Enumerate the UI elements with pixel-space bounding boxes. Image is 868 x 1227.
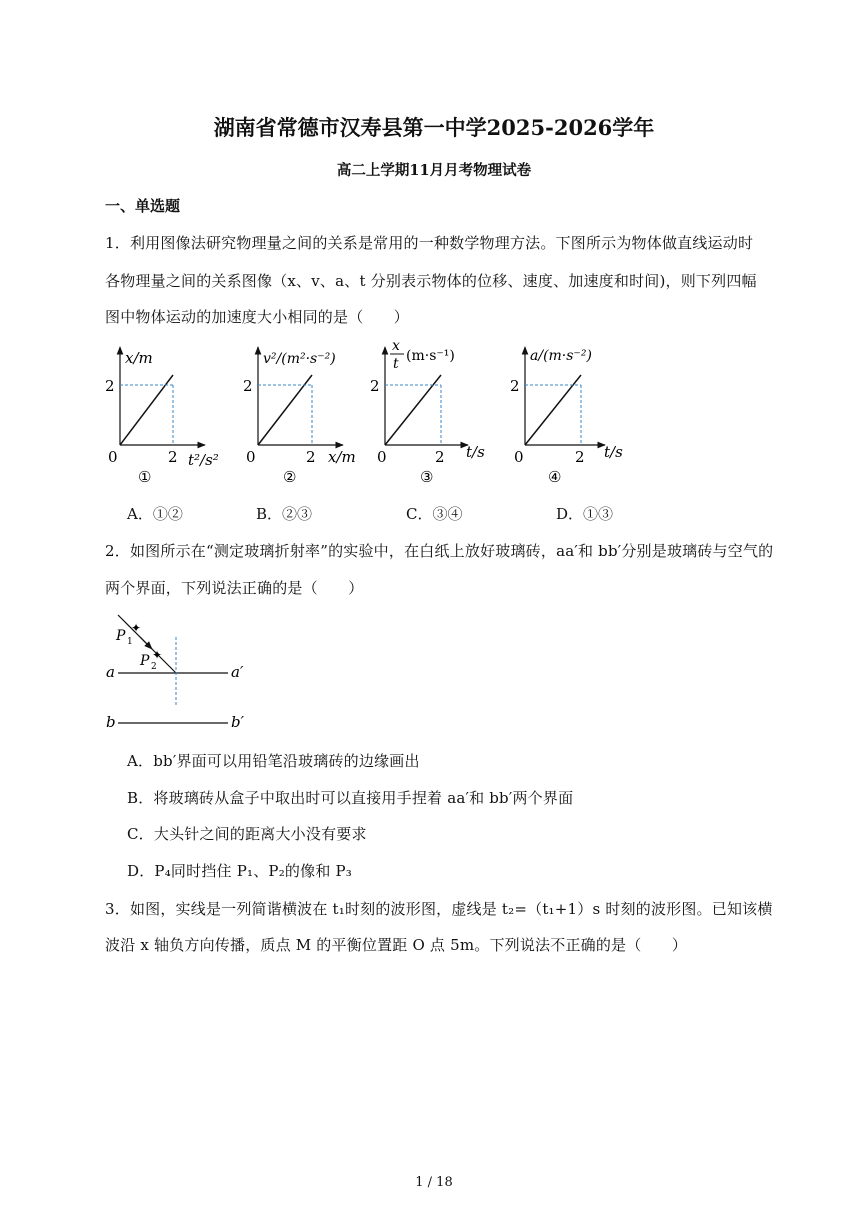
q1-option-c[interactable]: C．③④: [406, 505, 463, 523]
page-number: 1 / 18: [415, 1175, 453, 1190]
graph-2-origin: 0: [246, 448, 256, 466]
graph-2-ylabel: v²/(m²·s⁻²): [263, 351, 336, 367]
q1-option-b[interactable]: B．②③: [256, 505, 313, 523]
svg-text:✦: ✦: [131, 621, 142, 635]
graph-3-origin: 0: [377, 448, 387, 466]
q3-line-1: 3．如图，实线是一列简谐横波在 t₁时刻的波形图，虚线是 t₂=（t₁+1）s 时刻的波形图。已知该横: [105, 900, 773, 918]
graph-4-ytick: 2: [510, 377, 520, 395]
graph-4-origin: 0: [514, 448, 524, 466]
label-p2-sub: 2: [151, 662, 157, 672]
q2-option-a[interactable]: A．bb′界面可以用铅笔沿玻璃砖的边缘画出: [127, 752, 420, 770]
label-a: a: [106, 663, 115, 681]
graph-4-xtick: 2: [575, 448, 585, 466]
graph-3-ylabel-unit: (m·s⁻¹): [406, 348, 455, 364]
q1-line-2: 各物理量之间的关系图像（x、v、a、t 分别表示物体的位移、速度、加速度和时间)，则下列四幅: [105, 272, 757, 290]
graph-4-xlabel: t/s: [604, 443, 623, 461]
graph-2-xtick: 2: [306, 448, 316, 466]
q1-line-1: 1．利用图像法研究物理量之间的关系是常用的一种数学物理方法。下图所示为物体做直线运动时: [105, 234, 754, 252]
graph-1-number: ①: [138, 468, 152, 486]
q2-option-d[interactable]: D．P₄同时挡住 P₁、P₂的像和 P₃: [127, 862, 352, 880]
q2-line-2: 两个界面，下列说法正确的是（ ）: [105, 579, 364, 597]
graph-3-ytick: 2: [370, 377, 380, 395]
q3-line-2: 波沿 x 轴负方向传播，质点 M 的平衡位置距 O 点 5m。下列说法不正确的是（ ）: [105, 936, 688, 954]
label-a-prime: a′: [231, 663, 244, 681]
graph-3-xtick: 2: [435, 448, 445, 466]
graph-3-ylabel-num: x: [392, 338, 400, 354]
graph-2-xlabel: x/m: [328, 448, 356, 466]
q2-refraction-figure: [100, 607, 260, 732]
graph-2-number: ②: [283, 468, 297, 486]
q2-option-b[interactable]: B．将玻璃砖从盒子中取出时可以直接用手捏着 aa′和 bb′两个界面: [127, 789, 574, 807]
q1-option-d[interactable]: D．①③: [556, 505, 614, 523]
graph-3-xlabel: t/s: [466, 443, 485, 461]
graph-3: [370, 338, 485, 486]
label-p1-sub: 1: [127, 637, 133, 647]
graph-1-xlabel: t²/s²: [188, 451, 219, 469]
graph-1-ytick: 2: [105, 377, 115, 395]
graph-3-number: ③: [420, 468, 434, 486]
document-title: 湖南省常德市汉寿县第一中学2025-2026学年: [213, 115, 655, 140]
label-p2: P: [140, 653, 150, 669]
label-b: b: [106, 713, 116, 731]
graph-1-ylabel: x/m: [125, 349, 153, 367]
q2-option-c[interactable]: C．大头针之间的距离大小没有要求: [127, 825, 367, 843]
label-p1: P: [116, 628, 126, 644]
graph-4: [510, 347, 623, 486]
graph-1-xtick: 2: [168, 448, 178, 466]
graph-2: [243, 347, 356, 486]
q1-graphs: [100, 335, 660, 490]
graph-2-ytick: 2: [243, 377, 253, 395]
q1-line-3: 图中物体运动的加速度大小相同的是（ ）: [105, 308, 410, 326]
q2-line-1: 2．如图所示在“测定玻璃折射率”的实验中，在白纸上放好玻璃砖，aa′和 bb′分别是玻璃砖与空气的: [105, 542, 774, 560]
graph-3-ylabel-den: t: [393, 356, 399, 372]
graph-4-ylabel: a/(m·s⁻²): [530, 348, 592, 364]
section-heading: 一、单选题: [105, 197, 181, 215]
graph-1: [105, 347, 219, 486]
q1-option-a[interactable]: A．①②: [127, 505, 183, 523]
graph-4-number: ④: [548, 468, 562, 486]
label-b-prime: b′: [231, 713, 245, 731]
document-subtitle: 高二上学期11月月考物理试卷: [336, 162, 532, 179]
graph-1-origin: 0: [108, 448, 118, 466]
svg-text:✦: ✦: [152, 648, 163, 662]
